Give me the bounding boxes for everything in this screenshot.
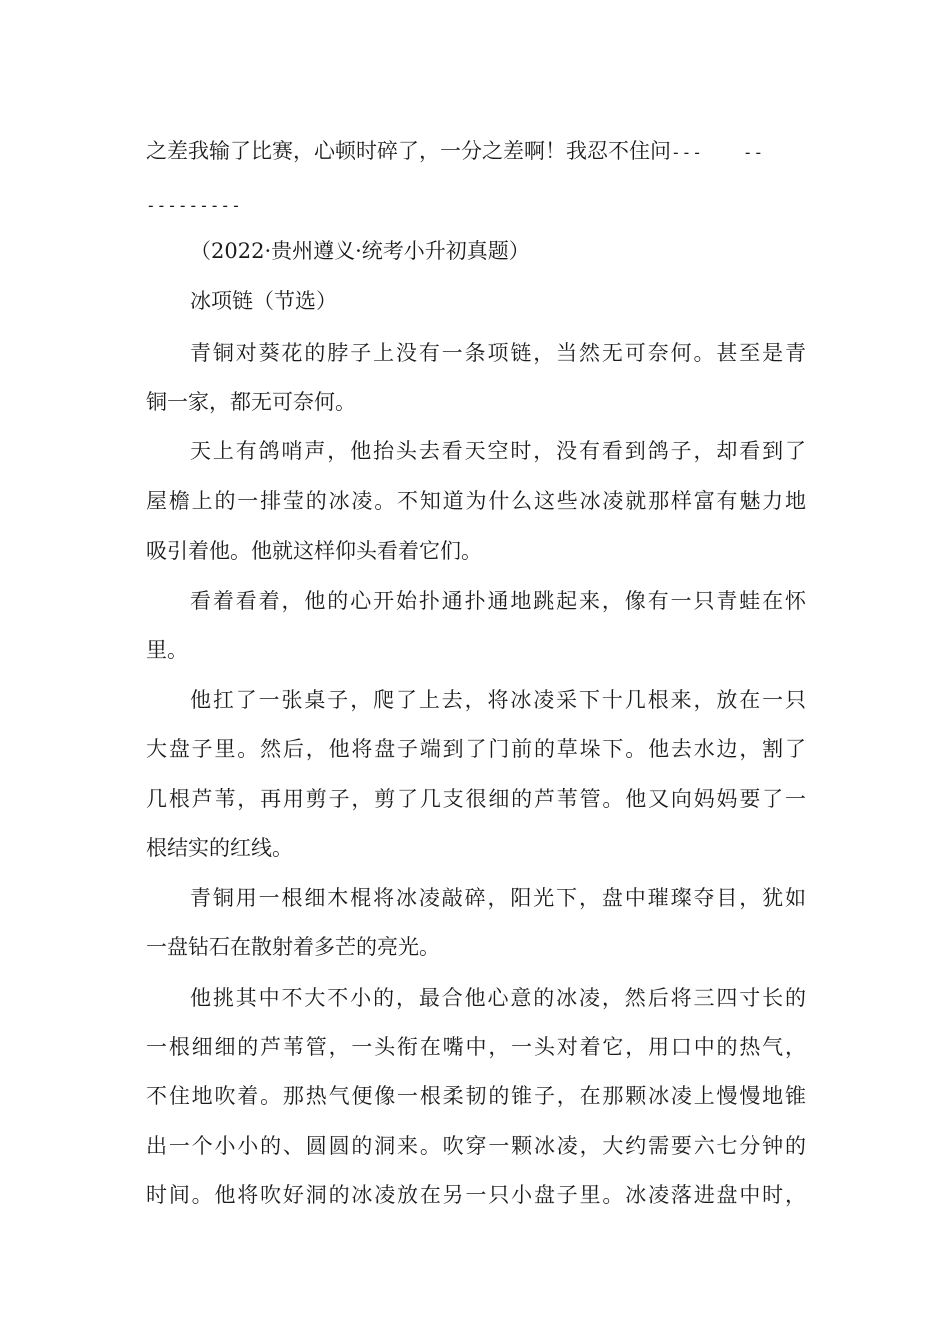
paragraph-line: 看着看着，他的心开始扑通扑通地跳起来，像有一只青蛙在怀 [190, 589, 806, 613]
paragraph-line: 他挑其中不大不小的，最合他心意的冰凌，然后将三四寸长的 [190, 986, 806, 1010]
answer-blank: --- [671, 143, 703, 162]
paragraph-line: 青铜用一根细木棍将冰凌敲碎，阳光下，盘中璀璨夺目，犹如 [190, 886, 806, 910]
paragraph-line: 根结实的红线。 [146, 836, 293, 860]
answer-blank: -- [742, 143, 765, 162]
paragraph-line: 几根芦苇，再用剪子，剪了几支很细的芦苇管。他又向妈妈要了一 [146, 787, 806, 811]
paragraph-line: 青铜对葵花的脖子上没有一条项链，当然无可奈何。甚至是青 [190, 341, 806, 365]
paragraph-line: 一根细细的芦苇管，一头衔在嘴中，一头对着它，用口中的热气， [146, 1035, 806, 1059]
paragraph-line: 铜一家，都无可奈何。 [146, 390, 356, 414]
paragraph-line: 一盘钻石在散射着多芒的亮光。 [146, 935, 440, 959]
paragraph-line: 屋檐上的一排莹的冰凌。不知道为什么这些冰凌就那样富有魅力地 [146, 489, 806, 513]
paragraph-line: 不住地吹着。那热气便像一根柔韧的锥子，在那颗冰凌上慢慢地锥 [146, 1084, 806, 1108]
text-segment: 之差我输了比赛，心顿时碎了，一分之差啊！我忍不住问 [146, 139, 671, 163]
paragraph-line: 吸引着他。他就这样仰头看着它们。 [146, 539, 482, 563]
paragraph-line: 时间。他将吹好洞的冰凌放在另一只小盘子里。冰凌落进盘中时， [146, 1183, 806, 1207]
passage-title: 冰项链（节选） [190, 289, 337, 313]
paragraph-line: 他扛了一张桌子，爬了上去，将冰凌采下十几根来，放在一只 [190, 688, 806, 712]
answer-blank-line: --------- [146, 196, 242, 215]
paragraph-line: 里。 [146, 638, 188, 662]
paragraph-line: 出一个小小的、圆圆的洞来。吹穿一颗冰凌，大约需要六七分钟的 [146, 1134, 806, 1158]
paragraph-line [146, 136, 806, 168]
paragraph-line: 天上有鸽哨声，他抬头去看天空时，没有看到鸽子，却看到了 [190, 439, 806, 463]
source-note: （2022·贵州遵义·统考小升初真题） [190, 239, 530, 263]
paragraph-line: 大盘子里。然后，他将盘子端到了门前的草垛下。他去水边，割了 [146, 737, 806, 761]
